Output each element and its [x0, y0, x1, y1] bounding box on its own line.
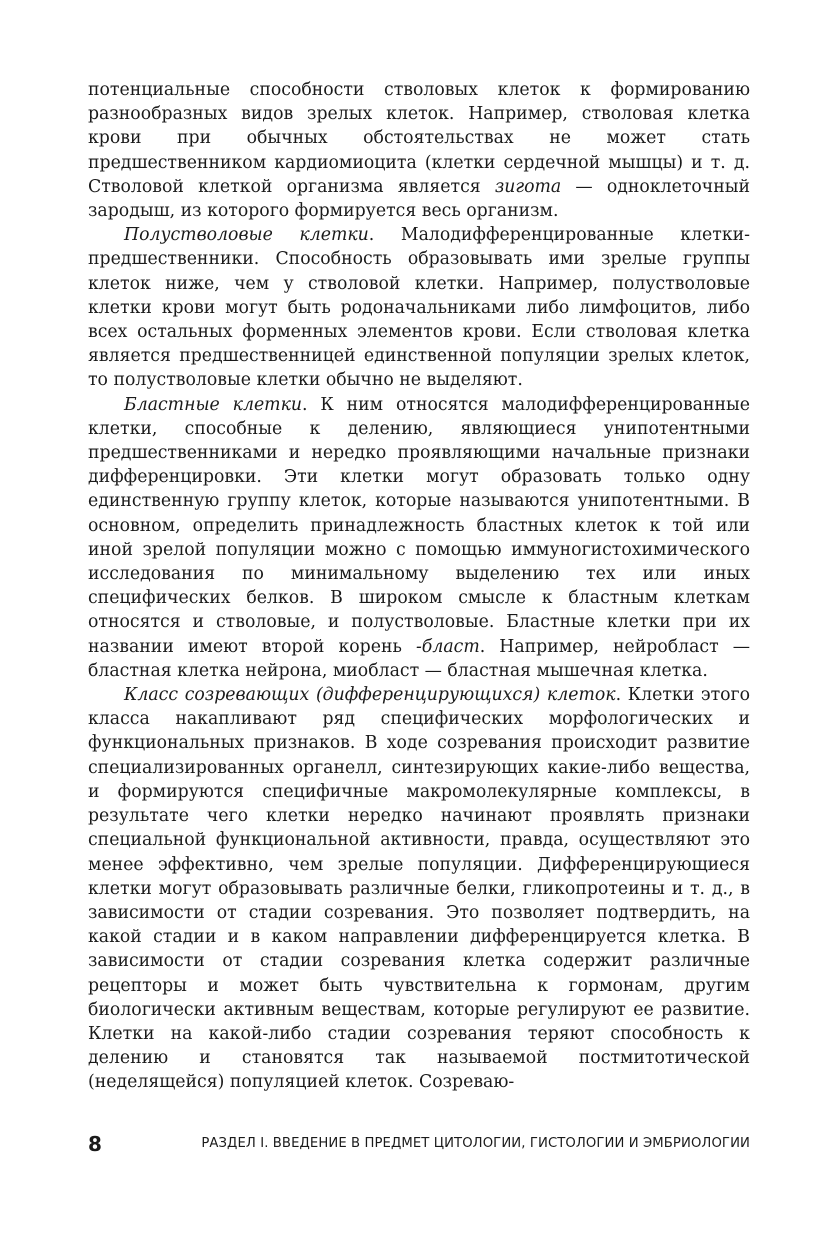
body-text: [88, 78, 750, 1095]
text-run: . К ним относятся малодифференцированные клетки, способные к делению, являющиеся унипотентными предшественниками и нередко проявляющими начальные признаки дифференцировки. Эти клетки могут образовать только одну единственную группу клеток, которые называются унипотентными. В основном, определить принадлежность бластных клеток к той или иной зрелой популяции можно с помощью иммуногистохимического исследования по минимальному выделению тех или иных специфических белков. В широком смысле к бластным клеткам относятся и стволовые, и полустволовые. Бластные клетки при их названии имеют второй корень: [88, 394, 751, 657]
text-run: . Малодифференцированные клетки-предшественники. Способность образовывать ими зрелые группы клеток ниже, чем у стволовой клетки. Например, полустволовые клетки крови могут быть родоначальниками либо лимфоцитов, либо всех остальных форменных элементов крови. Если стволовая клетка является предшественницей единственной популяции зрелых клеток, то полустволовые клетки обычно не выделяют.: [88, 225, 750, 391]
text-run: потенциальные способности стволовых клеток к формированию разнообразных видов зрелых клеток. Например, стволовая клетка крови при обычных обстоятельствах не может стать предшественником кардиомиоцита (клетки сердечной мышцы) и т. д. Стволовой клеткой организма является: [88, 80, 750, 197]
text-run: . Клетки этого класса накапливают ряд специфических морфологических и функциональных признаков. В ходе созревания происходит развитие специализированных органелл, синтезирующих какие-либо вещества, и формируются специфичные макромолекулярные комплексы, в результате чего клетки нередко начинают проявлять признаки специальной функциональной активности, правда, осуществляют это менее эффективно, чем зрелые популяции. Дифференцирующиеся клетки могут образовывать различные белки, гликопротеины и т. д., в зависимости от стадии созревания. Это позволяет подтвердить, на какой стадии и в каком направлении дифференцируется клетка. В зависимости от стадии созревания клетка содержит различные рецепторы и может быть чувствительна к гормонам, другим биологически активным веществам, которые регулируют ее развитие. Клетки на какой-либо стадии созревания теряют способность к делению и становятся так называемой постмитотической (неделящейся) популяцией клеток. Созреваю-: [88, 685, 751, 1093]
term-semi-stem-cells: Полустволовые клетки: [124, 225, 369, 246]
paragraph-intro: [88, 78, 750, 223]
text-run: . Например, нейробласт — бластная клетка нейрона, миобласт — бластная мышечная клетка.: [88, 636, 751, 681]
text-run: — одноклеточный зародыш, из которого формируется весь организм.: [88, 176, 751, 222]
paragraph-maturing-cells: [88, 683, 750, 1094]
page-number: 8: [88, 1132, 102, 1156]
term-blast-cells: Бластные клетки: [124, 394, 303, 415]
running-head: РАЗДЕЛ I. ВВЕДЕНИЕ В ПРЕДМЕТ ЦИТОЛОГИИ, ГИСТОЛОГИИ И ЭМБРИОЛОГИИ: [201, 1136, 750, 1151]
paragraph-semi-stem-cells: [88, 223, 750, 392]
term-blast-root: -бласт: [415, 636, 480, 657]
term-zygote: зигота: [494, 176, 562, 197]
paragraph-blast-cells: [88, 393, 750, 683]
term-maturing-cells: Класс созревающих (дифференцирующихся) клеток: [124, 685, 616, 706]
page-footer: [88, 1128, 750, 1158]
